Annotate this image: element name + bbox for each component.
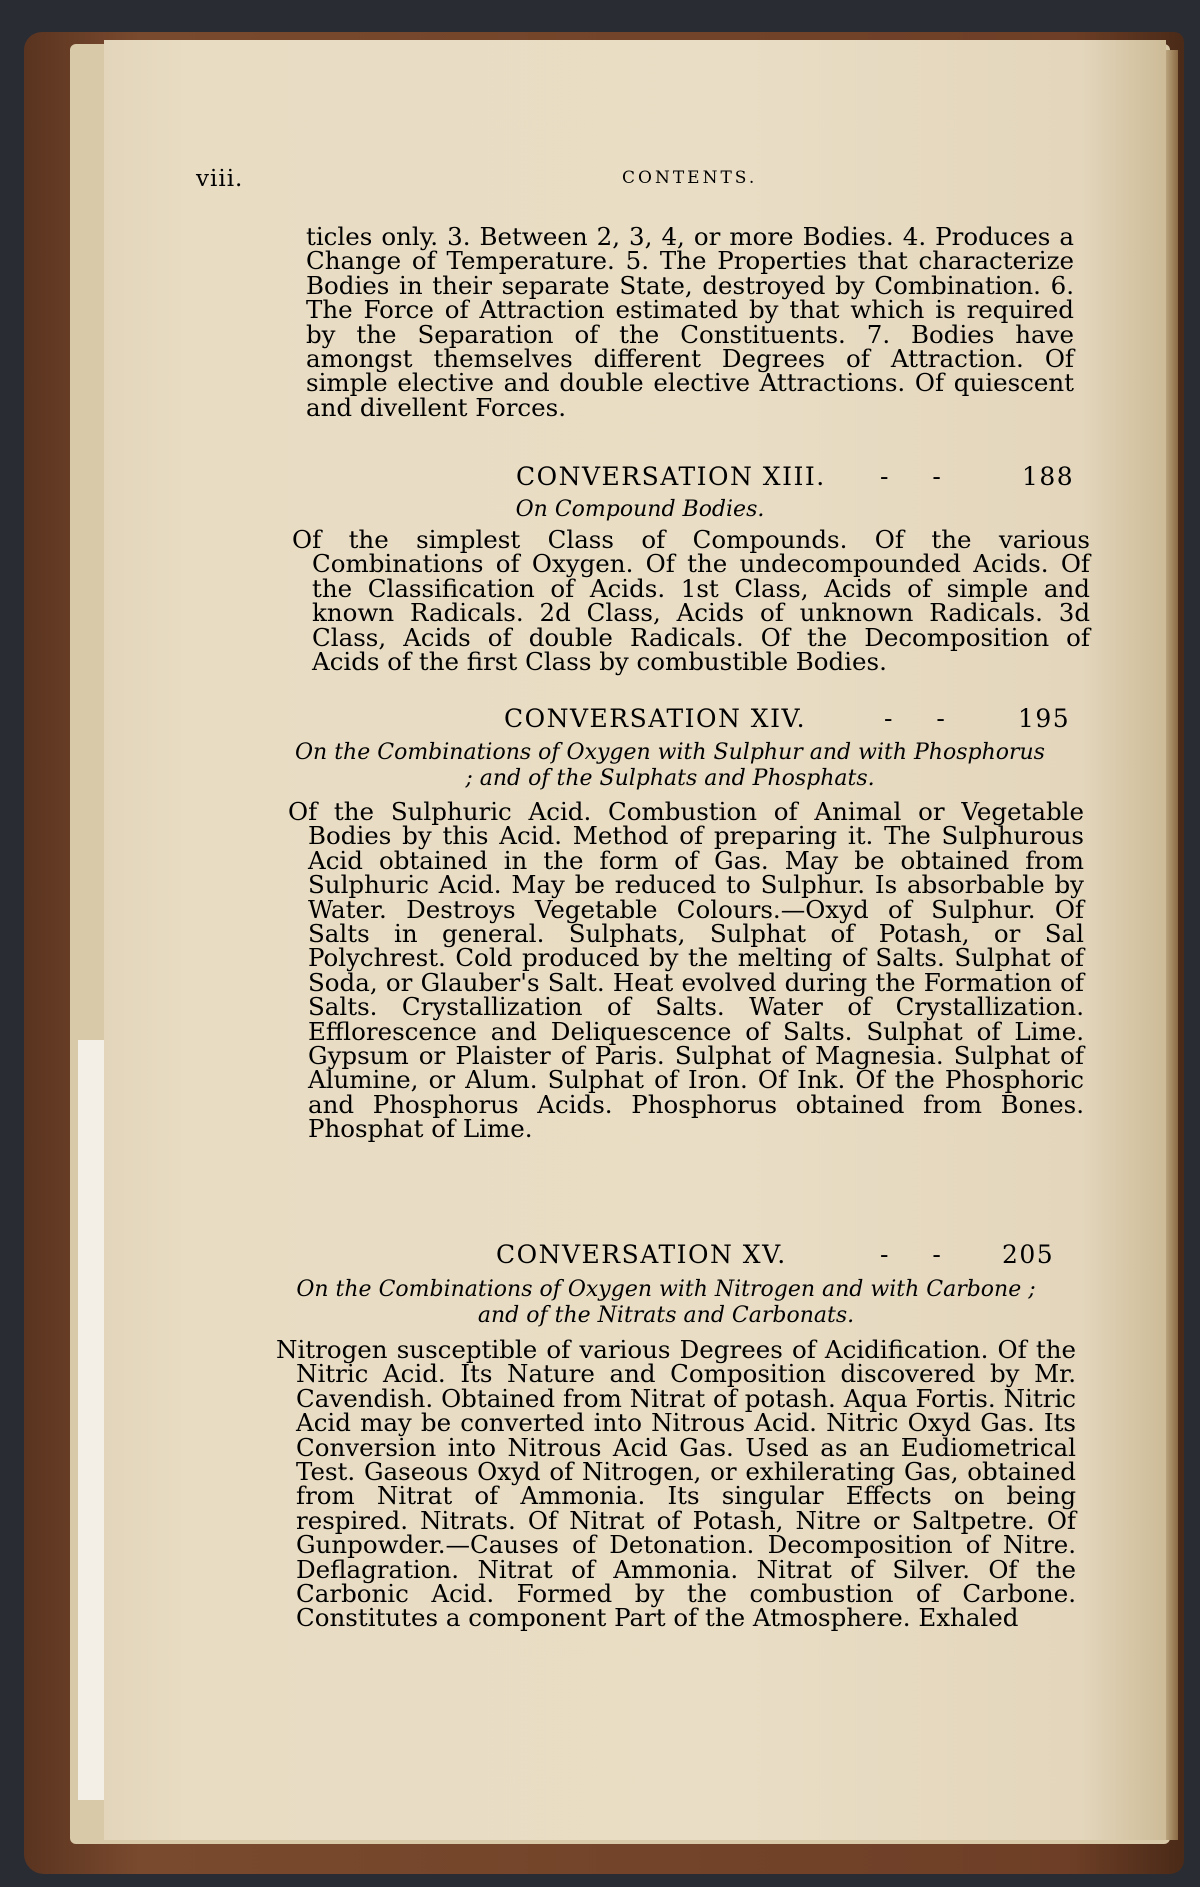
conversation-14-subtitle: On the Combinations of Oxygen with Sulphur and with Phosphorus ; and of the Sulphats and Phosphats. <box>295 740 1045 791</box>
continuation-paragraph: ticles only. 3. Between 2, 3, 4, or more Bodies. 4. Produces a Change of Temperature. 5. The Properties that characterize Bodies in their separate State, destroyed by Combination. 6. The Force of Attraction estimated by that which is required by the Separation of the Constituents. 7. Bodies have amongst themselves different Degrees of Attraction. Of simple elective and double elective Attractions. Of quiescent and divellent Forces. <box>306 222 1074 422</box>
conversation-page-number: 195 <box>1018 704 1071 733</box>
conversation-14-summary: Of the Sulphuric Acid. Combustion of Animal or Vegetable Bodies by this Acid. Method of preparing it. The Sulphurous Acid obtained in the form of Gas. May be obtained from Sulphuric Acid. May be reduced to Sulphur. Is absorbable by Water. Destroys Vegetable Colours.—Oxyd of Sulphur. Of Salts in general. Sulphats, Sulphat of Potash, or Sal Polychrest. Cold produced by the melting of Salts. Sulphat of Soda, or Glauber's Salt. Heat evolved during the Formation of Salts. Crystallization of Salts. Water of Crystallization. Efflorescence and Deliquescence of Salts. Sulphat of Lime. Gypsum or Plaister of Paris. Sulphat of Magnesia. Sulphat of Alumine, or Alum. Sulphat of Iron. Of Ink. Of the Phosphoric and Phosphorus Acids. Phosphorus obtained from Bones. Phosphat of Lime. <box>288 797 1084 1144</box>
conversation-13-heading <box>516 462 1076 492</box>
conversation-13-subtitle: On Compound Bodies. <box>515 497 765 522</box>
conversation-title: CONVERSATION XV. <box>496 1240 787 1269</box>
conversation-15-summary: Nitrogen susceptible of various Degrees of Acidification. Of the Nitric Acid. Its Nature and Composition discovered by Mr. Cavendish. Obtained from Nitrat of potash. Aqua Fortis. Nitric Acid may be converted into Nitrous Acid. Nitric Oxyd Gas. Its Conversion into Nitrous Acid Gas. Used as an Eudiometrical Test. Gaseous Oxyd of Nitrogen, or exhilerating Gas, obtained from Nitrat of Ammonia. Its singular Effects on being respired. Nitrats. Of Nitrat of Potash, Nitre or Saltpetre. Of Gunpowder.—Causes of Detonation. Decomposition of Nitre. Deflagration. Nitrat of Ammonia. Nitrat of Silver. Of the Carbonic Acid. Formed by the combustion of Carbone. Constitutes a component Part of the Atmosphere. Exhaled <box>276 1335 1076 1633</box>
conversation-title: CONVERSATION XIII. <box>516 462 826 491</box>
conversation-15-subtitle: On the Combinations of Oxygen with Nitrogen and with Carbone ; and of the Nitrats and Carbonats. <box>296 1277 1036 1328</box>
page-gutter-edge <box>1166 50 1178 1840</box>
leader-dashes: - - <box>884 704 963 733</box>
conversation-15-heading <box>496 1240 1068 1270</box>
conversation-13-summary: Of the simplest Class of Compounds. Of the various Combinations of Oxygen. Of the undecompounded Acids. Of the Classification of Acids. 1st Class, Acids of simple and known Radicals. 2d Class, Acids of unknown Radicals. 3d Class, Acids of double Radicals. Of the Decomposition of Acids of the first Class by combustible Bodies. <box>292 525 1090 677</box>
page-header <box>196 166 1076 196</box>
conversation-page-number: 205 <box>1002 1240 1055 1269</box>
conversation-title: CONVERSATION XIV. <box>504 704 807 733</box>
conversation-14-heading <box>504 704 1074 734</box>
page-number-folio: viii. <box>196 166 244 192</box>
leader-dashes: - - <box>880 1240 959 1269</box>
conversation-page-number: 188 <box>1022 462 1075 491</box>
running-head: CONTENTS. <box>622 168 758 188</box>
leader-dashes: - - <box>880 462 959 491</box>
white-backing-strip <box>78 1040 106 1800</box>
